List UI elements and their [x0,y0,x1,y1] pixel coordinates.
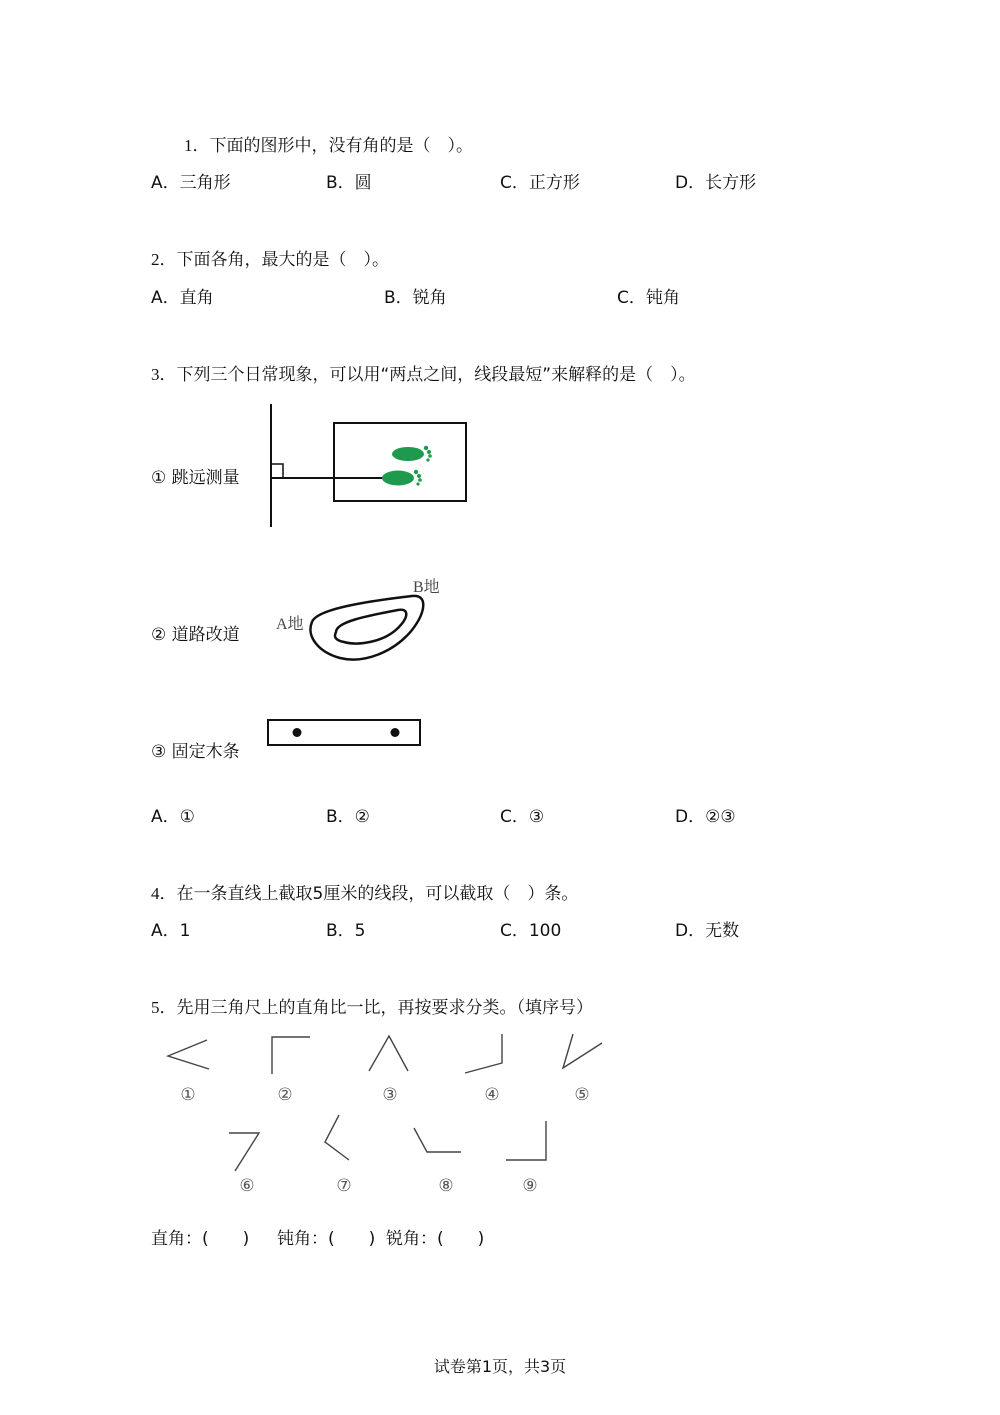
angle-3-label: ③ [382,1085,398,1105]
q3-option-c: C．③ [500,807,545,827]
angle-1-label: ① [180,1085,196,1105]
angle-4 [465,1034,502,1073]
q2-option-b: B．锐角 [384,288,447,308]
answer-right-angle: 直角：( ) [151,1229,250,1249]
angle-7 [325,1115,349,1160]
angle-5 [563,1034,602,1068]
q3-stem: 3．下列三个日常现象，可以用“两点之间，线段最短”来解释的是（ ）。 [151,365,696,385]
point-b-label: B地 [413,579,440,596]
page-footer: 试卷第1页，共3页 [433,1357,567,1376]
q3-case-3-label: ③ 固定木条 [151,742,240,762]
angle-3 [369,1036,408,1071]
wood-strip-figure [266,718,426,750]
q3-option-b: B．② [326,807,370,827]
q1-option-b: B．圆 [326,173,372,193]
angle-2-label: ② [277,1085,293,1105]
q1-option-d: D．长方形 [675,173,757,193]
q2-option-a: A．直角 [151,288,214,308]
answer-obtuse-angle: 钝角：( ) [277,1229,376,1249]
q5-stem: 5．先用三角尺上的直角比一比，再按要求分类。（填序号） [151,998,593,1018]
angle-4-label: ④ [484,1085,500,1105]
q1-stem: 1．下面的图形中，没有角的是（ ）。 [184,136,473,156]
angle-2 [272,1037,310,1074]
q4-option-c: C．100 [500,921,562,941]
q1-option-a: A．三角形 [151,173,231,193]
angle-6 [229,1133,259,1171]
footprint-icon [392,446,432,462]
q3-option-a: A．① [151,807,195,827]
angles-figure [0,1020,1000,1205]
angle-9-label: ⑨ [522,1176,538,1196]
angle-1 [168,1040,209,1069]
angle-8 [414,1128,461,1152]
angle-8-label: ⑧ [438,1176,454,1196]
q3-case-2-label: ② 道路改道 [151,625,240,645]
q2-option-c: C．钝角 [617,288,680,308]
q1-option-c: C．正方形 [500,173,580,193]
q2-stem: 2．下面各角，最大的是（ ）。 [151,250,389,270]
q4-stem: 4．在一条直线上截取5厘米的线段，可以截取（ ）条。 [151,884,579,904]
q4-option-a: A．1 [151,921,191,941]
angle-7-label: ⑦ [336,1176,352,1196]
angle-5-label: ⑤ [574,1085,590,1105]
q3-case-1-label: ① 跳远测量 [151,468,240,488]
answer-acute-angle: 锐角：( ) [386,1229,485,1249]
point-a-label: A地 [276,616,304,633]
road-figure [300,590,440,670]
angle-9 [506,1121,546,1160]
long-jump-figure [260,400,480,532]
q4-option-d: D．无数 [675,921,740,941]
angle-6-label: ⑥ [239,1176,255,1196]
q4-option-b: B．5 [326,921,366,941]
q3-option-d: D．②③ [675,807,736,827]
footprint-icon [382,470,422,486]
